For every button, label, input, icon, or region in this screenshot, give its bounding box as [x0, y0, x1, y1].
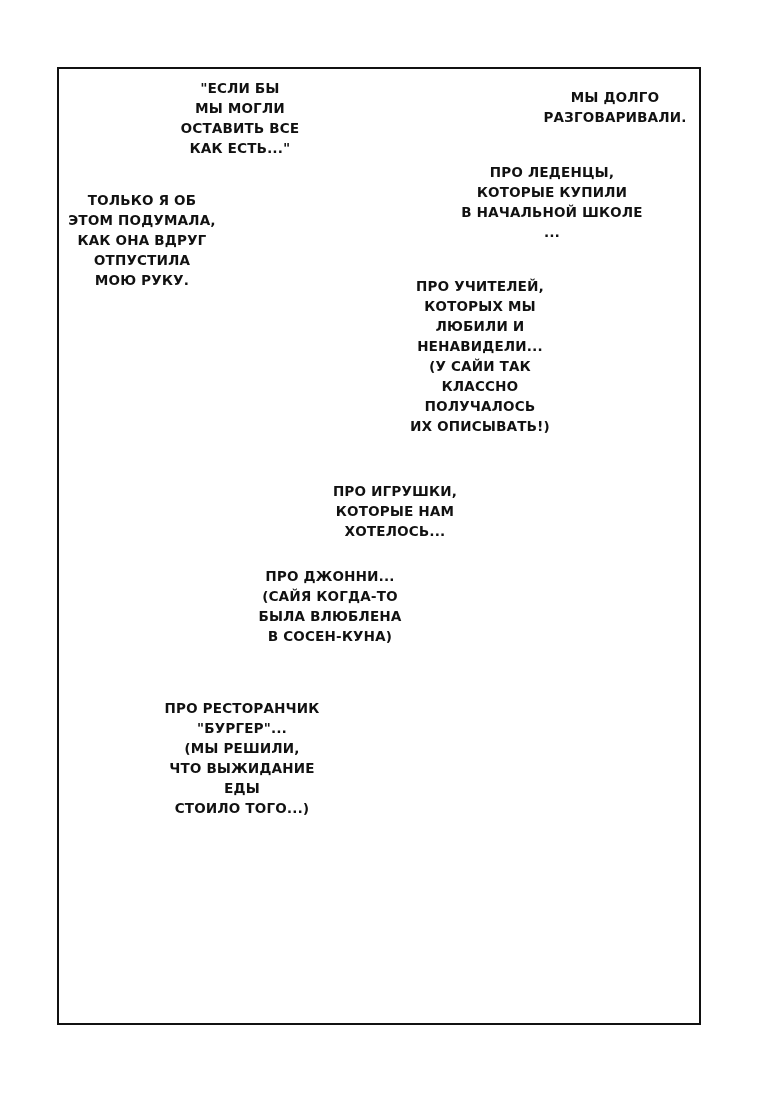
caption-line: ЭТОМ ПОДУМАЛА,	[68, 213, 216, 229]
caption-line: КОТОРЫЕ НАМ	[335, 504, 455, 520]
caption-line: РАЗГОВАРИВАЛИ.	[543, 110, 687, 126]
caption-line: (САЙЯ КОГДА-ТО	[262, 589, 398, 605]
caption-line: КАК ЕСТЬ..."	[189, 141, 291, 157]
caption-line: (У САЙИ ТАК	[429, 359, 531, 375]
caption-line: "ЕСЛИ БЫ	[200, 81, 280, 97]
caption-line: ИХ ОПИСЫВАТЬ!)	[410, 419, 550, 435]
caption-line: ...	[544, 225, 560, 241]
caption-line: ПРО УЧИТЕЛЕЙ,	[416, 279, 544, 295]
caption-line: ПРО ЛЕДЕНЦЫ,	[489, 165, 615, 181]
caption-line: ОСТАВИТЬ ВСЕ	[180, 121, 300, 137]
caption-line: КЛАССНО	[441, 379, 519, 395]
caption-line: БЫЛА ВЛЮБЛЕНА	[258, 609, 402, 625]
caption-line: МЫ ДОЛГО	[570, 90, 660, 106]
caption-line: ОТПУСТИЛА	[93, 253, 191, 269]
caption-line: ЛЮБИЛИ И	[435, 319, 525, 335]
caption-teachers	[400, 277, 560, 437]
caption-line: "БУРГЕР"...	[197, 721, 287, 737]
caption-line: ПРО ДЖОННИ...	[265, 569, 395, 585]
caption-line: ХОТЕЛОСЬ...	[344, 524, 446, 540]
caption-line: МОЮ РУКУ.	[94, 273, 190, 289]
caption-burger	[152, 699, 332, 819]
caption-line: ПРО ИГРУШКИ,	[332, 484, 458, 500]
caption-line: (МЫ РЕШИЛИ,	[184, 741, 300, 757]
caption-line: КАК ОНА ВДРУГ	[77, 233, 207, 249]
caption-toys	[320, 482, 470, 542]
caption-line: ЕДЫ	[224, 781, 260, 797]
caption-line: ЧТО ВЫЖИДАНИЕ	[169, 761, 315, 777]
caption-line: В СОСЕН-КУНА)	[267, 629, 393, 645]
caption-line: ТОЛЬКО Я ОБ	[87, 193, 197, 209]
caption-candies	[457, 163, 647, 243]
caption-line: КОТОРЫЕ КУПИЛИ	[476, 185, 628, 201]
caption-line: СТОИЛО ТОГО...)	[174, 801, 310, 817]
caption-line: ПОЛУЧАЛОСЬ	[424, 399, 536, 415]
caption-if-only	[170, 79, 310, 159]
caption-released-hand	[62, 191, 222, 291]
caption-line: МЫ МОГЛИ	[195, 101, 285, 117]
caption-line: В НАЧАЛЬНОЙ ШКОЛЕ	[461, 205, 643, 221]
caption-talked-long	[540, 88, 690, 128]
caption-line: КОТОРЫХ МЫ	[424, 299, 536, 315]
caption-line: НЕНАВИДЕЛИ...	[417, 339, 543, 355]
caption-johnny	[250, 567, 410, 647]
caption-line: ПРО РЕСТОРАНЧИК	[164, 701, 320, 717]
